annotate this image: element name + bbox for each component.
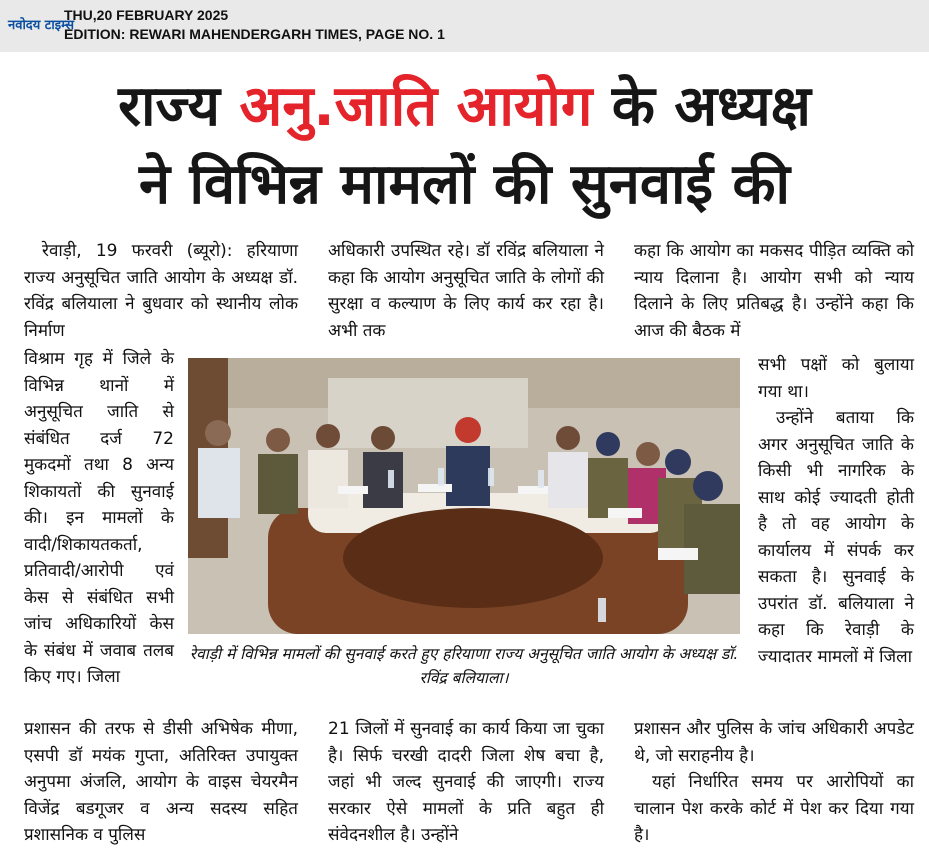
column-1-top xyxy=(24,238,298,344)
headline-part-2: के अध्यक्ष xyxy=(592,74,811,139)
headline-part-1: राज्य xyxy=(118,74,240,139)
meeting-photo xyxy=(188,358,740,634)
column-3-side-text-1: सभी पक्षों को बुलाया गया था। xyxy=(758,355,914,402)
newspaper-logo: नवोदय टाइम्स xyxy=(8,18,75,33)
column-2-top xyxy=(328,238,604,344)
column-1-side xyxy=(24,346,174,691)
header-bar xyxy=(0,0,929,52)
column-1-bottom xyxy=(24,716,298,849)
column-2-bottom xyxy=(328,716,604,849)
publication-meta xyxy=(64,6,445,44)
column-3-top xyxy=(634,238,914,344)
column-1-top-text: रेवाड़ी, 19 फरवरी (ब्यूरो): हरियाणा राज्य अनुसूचित जाति आयोग के अध्यक्ष डॉ. रविंद्र बलियाला ने बुधवार को स्थानीय लोक निर्माण xyxy=(24,241,298,341)
column-3-bottom-text-2: यहां निर्धारित समय पर आरोपियों का चालान पेश करके कोर्ट में पेश कर दिया गया है। xyxy=(634,772,914,845)
photo-caption: रेवाड़ी में विभिन्न मामलों की सुनवाई करते हुए हरियाणा राज्य अनुसूचित जाति आयोग के अध्यक्ष डॉ. रविंद्र बलियाला। xyxy=(189,645,739,687)
column-3-top-text: कहा कि आयोग का मकसद पीड़ित व्यक्ति को न्याय दिलाना है। आयोग सभी को न्याय दिलाने के लिए प्रतिबद्ध है। उन्होंने कहा कि आज की बैठक में xyxy=(634,241,914,341)
publication-date: THU,20 FEBRUARY 2025 xyxy=(64,7,229,23)
headline-highlight: अनु.जाति आयोग xyxy=(239,74,593,139)
headline-line-1 xyxy=(0,72,929,142)
column-1-side-text: विश्राम गृह में जिले के विभिन्न थानों में अनुसूचित जाति से संबंधित दर्ज 72 मुकदमों तथा 8 अन्य शिकायतों की सुनवाई की। इन मामलों के वादी/शिकायतकर्ता, प्रतिवादी/आरोपी एवं केस से संबंधित सभी जांच अधिकारियों केस के संबंध में जवाब तलब किए गए। जिला xyxy=(24,349,174,687)
column-1-bottom-text: प्रशासन की तरफ से डीसी अभिषेक मीणा, एसपी डॉ मयंक गुप्ता, अतिरिक्त उपायुक्त अनुपमा अंजलि, आयोग के वाइस चेयरमैन विजेंद्र बडगूजर व अन्य सदस्य सहित प्रशासनिक व पुलिस xyxy=(24,719,298,845)
column-3-side xyxy=(758,352,914,670)
column-3-bottom xyxy=(634,716,914,849)
edition-info: EDITION: REWARI MAHENDERGARH TIMES, PAGE NO. 1 xyxy=(64,26,445,42)
headline-line-2: ने विभिन्न मामलों की सुनवाई की xyxy=(138,152,791,217)
meeting-photo-illustration xyxy=(188,358,740,634)
column-2-top-text: अधिकारी उपस्थित रहे। डॉ रविंद्र बलियाला ने कहा कि आयोग अनुसूचित जाति के लोगों की सुरक्षा व कल्याण के लिए कार्य कर रहा है। अभी तक xyxy=(328,241,604,341)
column-2-bottom-text: 21 जिलों में सुनवाई का कार्य किया जा चुका है। सिर्फ चरखी दादरी जिला शेष बचा है, जहां भी जल्द सुनवाई की जाएगी। राज्य सरकार ऐसे मामलों के प्रति बहुत ही संवेदनशील है। उन्होंने xyxy=(328,719,604,845)
column-3-side-text-2: उन्होंने बताया कि अगर अनुसूचित जाति के किसी भी नागरिक के साथ कोई ज्यादती होती है तो वह आयोग के कार्यालय में संपर्क कर सकता है। सुनवाई के उपरांत डॉ. बलियाला ने कहा कि रेवाड़ी के ज्यादातर मामलों में जिला xyxy=(758,408,914,667)
column-3-bottom-text-1: प्रशासन और पुलिस के जांच अधिकारी अपडेट थे, जो सराहनीय है। xyxy=(634,719,914,766)
